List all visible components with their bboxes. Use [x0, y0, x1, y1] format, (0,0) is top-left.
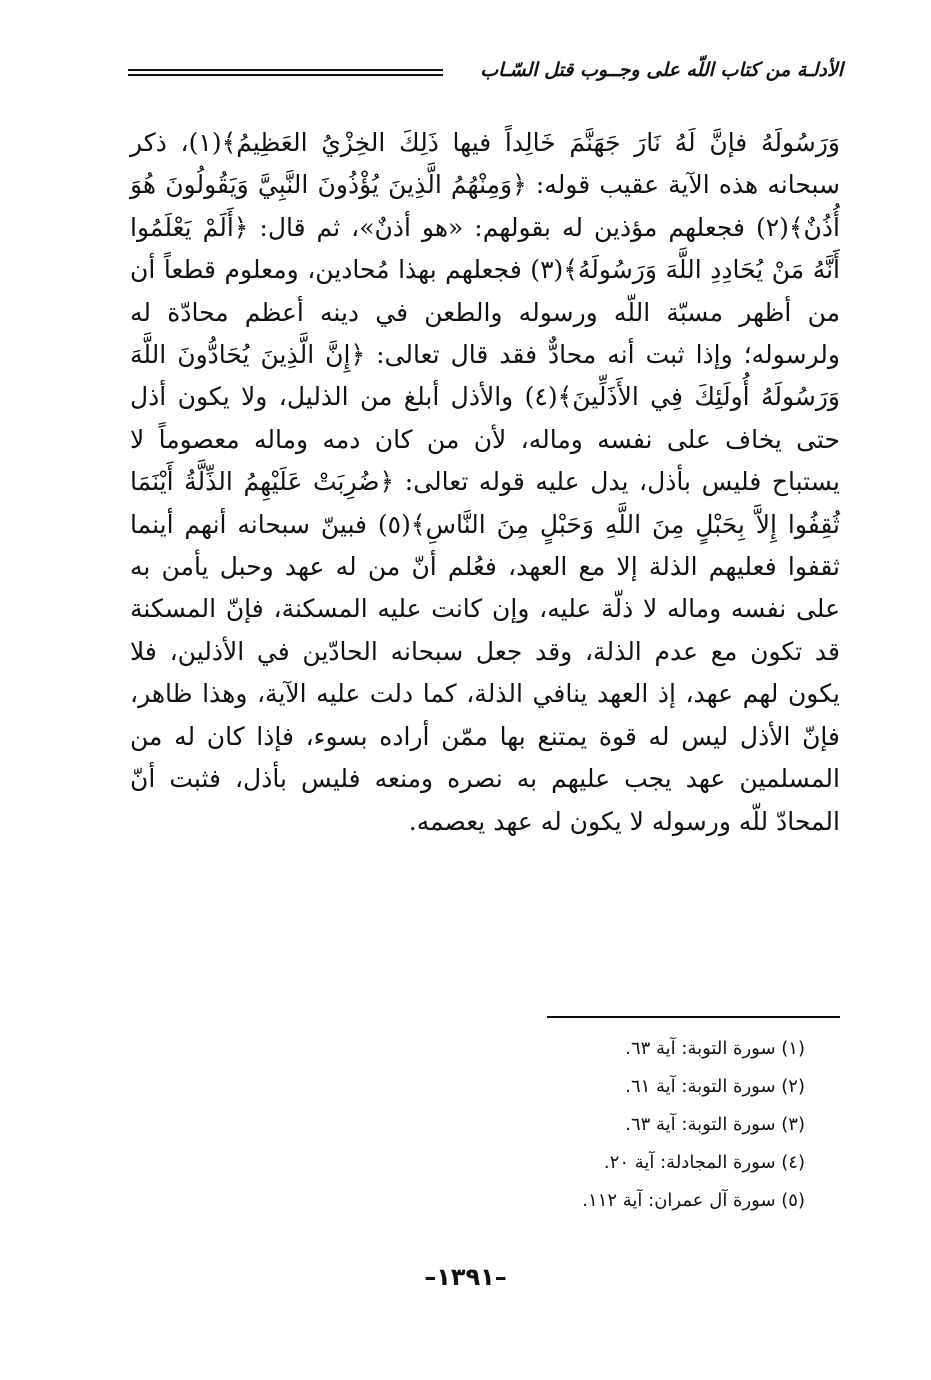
footnote-separator: [547, 1016, 840, 1018]
header-double-rule: [128, 69, 443, 76]
footnote-item: (٢) سورة التوبة: آية ٦١.: [625, 1076, 805, 1097]
page-number: –١٣٩١–: [424, 1263, 507, 1291]
main-text: [130, 122, 840, 843]
footnotes-list: [485, 1030, 805, 1220]
page-header: [128, 58, 843, 88]
footnote-item: (١) سورة التوبة: آية ٦٣.: [625, 1038, 805, 1059]
footnote-item: (٤) سورة المجادلة: آية ٢٠.: [603, 1152, 805, 1173]
footnote-item: (٣) سورة التوبة: آية ٦٣.: [625, 1114, 805, 1135]
footnote-item: (٥) سورة آل عمران: آية ١١٢.: [582, 1190, 805, 1211]
body-paragraph: وَرَسُولَهُ فإنَّ لَهُ نَارَ جَهَنَّمَ خَالِداً فيها ذَلِكَ الخِزْيُ العَظِيمُ﴾(١)، ذكر سبحانه هذه الآية عقيب قوله: ﴿وَمِنْهُمُ الَّذِينَ يُؤْذُونَ النَّبِيَّ وَيَقُولُونَ هُوَ أُذُنٌ﴾(٢) فجعلهم مؤذين له بقولهم: «هو أذنٌ»، ثم قال: ﴿أَلَمْ يَعْلَمُوا أَنَّهُ مَنْ يُحَادِدِ اللَّهَ وَرَسُولَهُ﴾(٣) فجعلهم بهذا مُحادين، ومعلوم قطعاً أن من أظهر مسبّة اللّه ورسوله والطعن في دينه أعظم محادّة له ولرسوله؛ وإذا ثبت أنه محادٌّ فقد قال تعالى: ﴿إِنَّ الَّذِينَ يُحَادُّونَ اللَّهَ وَرَسُولَهُ أُولَئِكَ فِي الأَذَلِّينَ﴾(٤) والأذل أبلغ من الذليل، ولا يكون أذل حتى يخاف على نفسه وماله، لأن من كان دمه وماله معصوماً لا يستباح فليس بأذل، يدل عليه قوله تعالى: ﴿ضُرِبَتْ عَلَيْهِمُ الذِّلَّةُ أَيْنَمَا ثُقِفُوا إِلاَّ بِحَبْلٍ مِنَ اللَّهِ وَحَبْلٍ مِنَ النَّاسِ﴾(٥) فبينّ سبحانه أنهم أينما ثقفوا فعليهم الذلة إلا مع العهد، فعُلم أنّ من له عهد وحبل يأمن به على نفسه وماله لا ذلّة عليه، وإن كانت عليه المسكنة، فإنّ المسكنة قد تكون مع عدم الذلة، وقد جعل سبحانه الحادّين في الأذلين، فلا يكون لهم عهد، إذ العهد ينافي الذلة، كما دلت عليه الآية، وهذا ظاهر، فإنّ الأذل ليس له قوة يمتنع بها ممّن أراده بسوء، فإذا كان له من المسلمين عهد يجب عليهم به نصره ومنعه فليس بأذل، فثبت أنّ المحادّ للّه ورسوله لا يكون له عهد يعصمه.: [130, 128, 841, 836]
running-title: الأدلـة من كتاب اللّه على وجــوب قتل السّـاب: [480, 59, 843, 81]
